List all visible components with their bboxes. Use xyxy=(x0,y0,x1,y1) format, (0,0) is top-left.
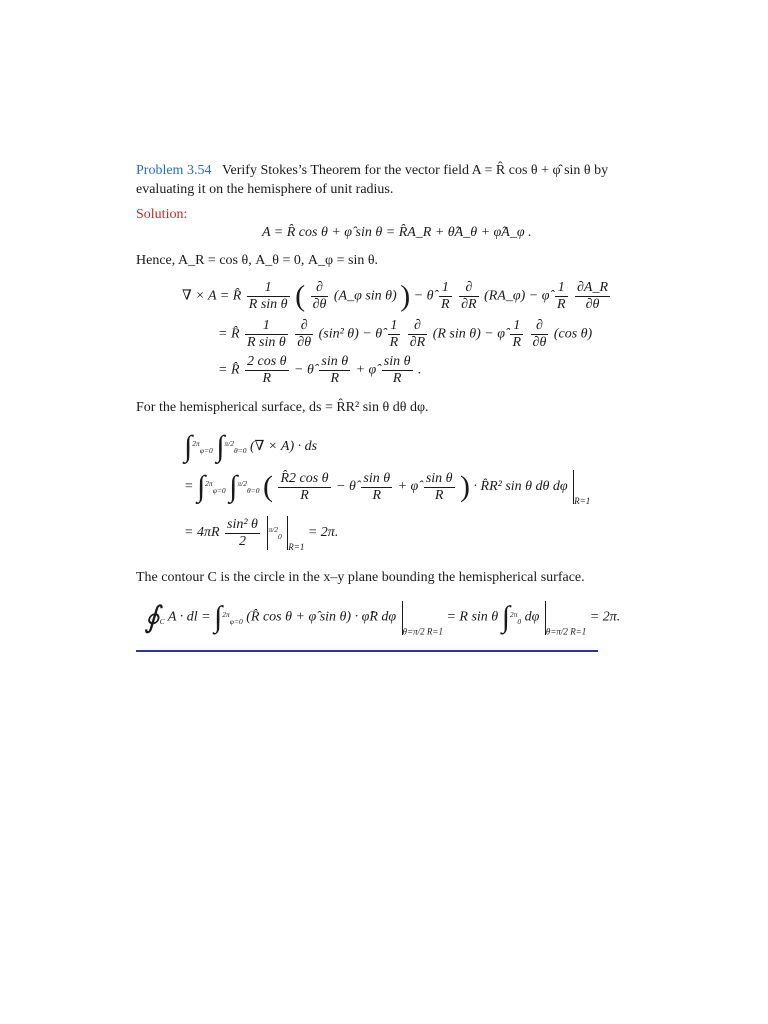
solution-label: Solution: xyxy=(136,207,188,222)
problem-statement-line1 xyxy=(136,162,608,180)
surface-integral-line-2: = ∫$^{2\pi}_{\varphi=0}$ ∫$^{\pi/2}_{\theta=0}$ ( $\frac{\text{R̂2 cos θ}}{R}$ − θ̂ $\frac{\text{sin θ}}{R}$ + φ̂ $\frac{\text{sin θ}}{R}$ ) · R̂R² sin θ dθ dφ $_{R=1}$ xyxy=(184,470,591,507)
curl-line-3: = R̂ $\frac{\text{2 cos θ}}{R}$ − θ̂ $\frac{\text{sin θ}}{R}$ + φ̂ $\frac{\text{sin θ}}{R}$ . xyxy=(218,354,422,386)
problem-statement-line2: evaluating it on the hemisphere of unit radius. xyxy=(136,182,394,197)
surface-integral-line-3: = 4πR $\frac{\text{sin² θ}}{2}$ $^{\pi/2}_0$ $_{R=1}$ = 2π. xyxy=(184,516,339,553)
problem-text-1: Verify Stokes’s Theorem for the vector field A = R̂ cos θ + φ̂ sin θ by xyxy=(221,163,609,178)
section-divider xyxy=(136,650,598,652)
line-integral: $∮_C$ A · dl = ∫$^{2\pi}_{\varphi=0}$ (R̂ cos θ + φ̂ sin θ) · φ̂R dφ $_{\theta=\pi/2 R=1}$ = R sin θ ∫$^{2\pi}_0$ dφ $_{\theta=\pi/2 R=1}$ = 2π. xyxy=(144,600,621,637)
curl-line-2: = R̂ $\frac{1}{\text{R sin θ}}$ $\frac{\partial}{\partial\theta}$ (sin² θ) − θ̂ $\frac{1}{R}$ $\frac{\partial}{\partial R}$ (R sin θ) − φ̂ $\frac{1}{R}$ $\frac{\partial}{\partial\theta}$ (cos θ) xyxy=(218,318,593,350)
surface-element-text: For the hemispherical surface, ds = R̂R² sin θ dθ dφ. xyxy=(136,400,429,415)
contour-text: The contour C is the circle in the x–y plane bounding the hemispherical surface. xyxy=(136,570,585,585)
curl-line-1: ∇ × A = R̂ $\frac{1}{\text{R sin θ}}$ ( $\frac{\partial}{\partial\theta}$ (A_φ sin θ) ) − θ̂ $\frac{1}{R}$ $\frac{\partial}{\partial R}$ (RA_φ) − φ̂ $\frac{1}{R}$ $\frac{\partial A\_R}{\partial\theta}$ xyxy=(182,279,609,313)
surface-integral-line-1: ∫$^{2\pi}_{\varphi=0}$ ∫$^{\pi/2}_{\theta=0}$ (∇ × A) · ds xyxy=(184,430,318,463)
hence-components: Hence, A_R = cos θ, A_θ = 0, A_φ = sin θ. xyxy=(136,253,379,268)
equation-vector-field: A = R̂ cos θ + φ̂ sin θ = R̂A_R + θ̂A_θ + φ̂A_φ . xyxy=(262,225,532,240)
problem-label: Problem 3.54 xyxy=(136,163,212,178)
